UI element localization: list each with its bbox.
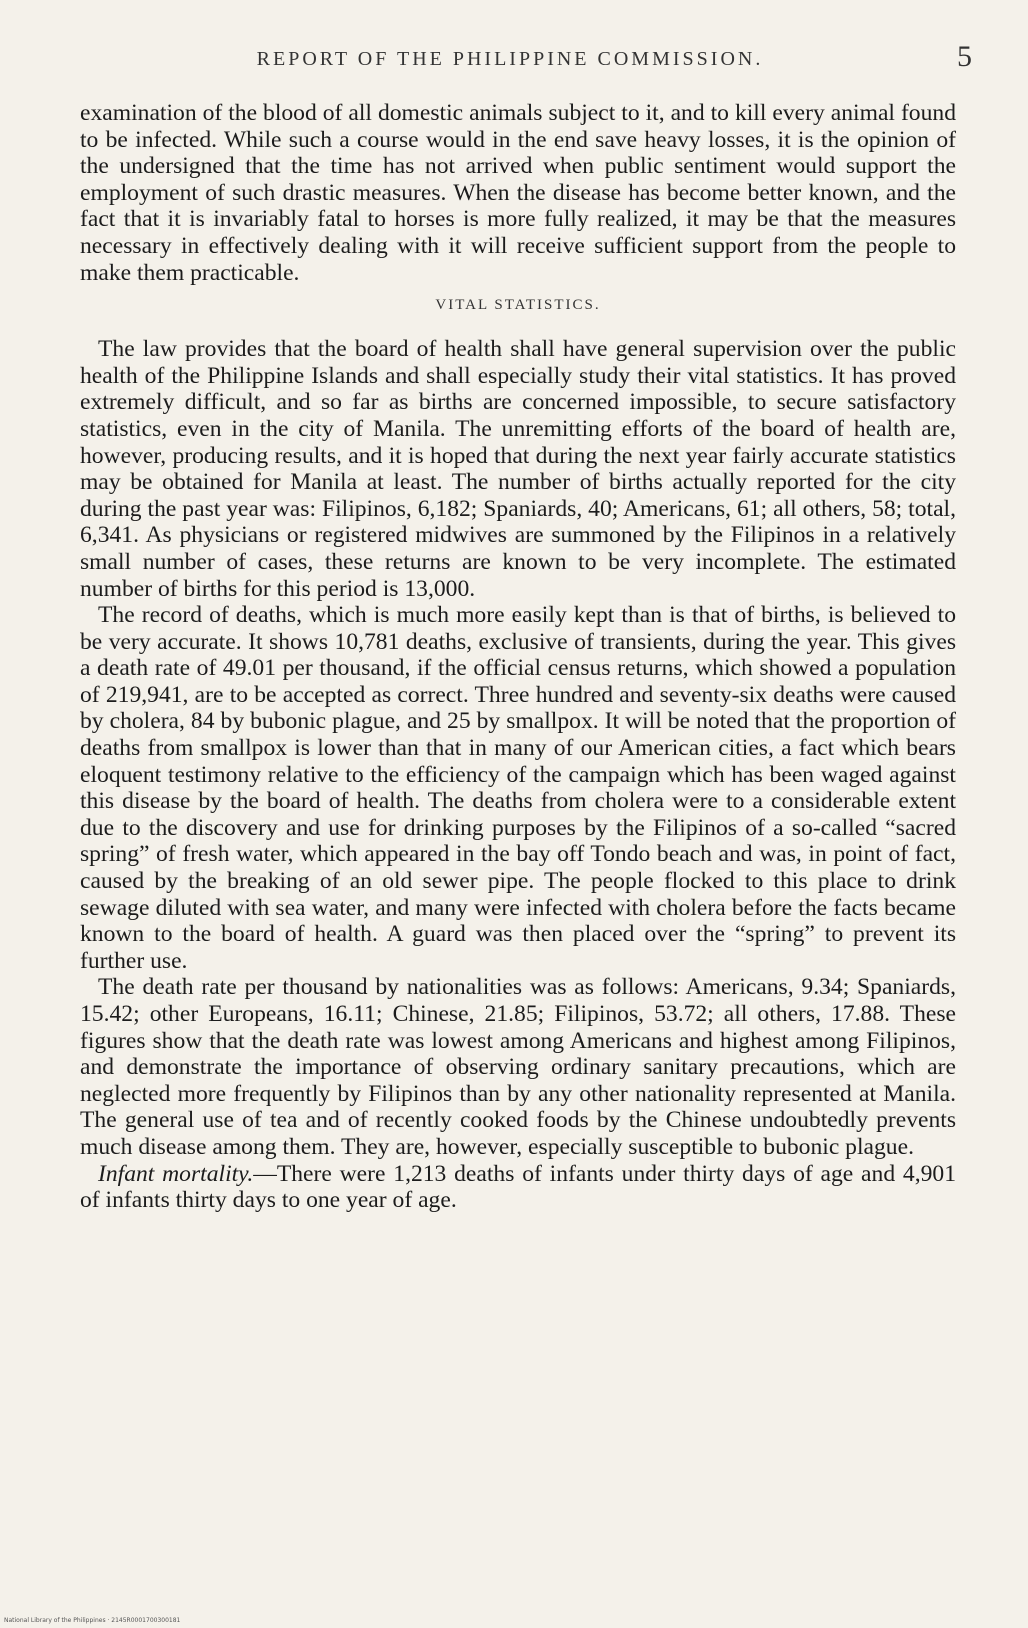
paragraph-deaths: The record of deaths, which is much more easily kept than is that of births, is believed to be very accurate. It shows 10,781 deaths, exclusive of transients, during the year. This gives a death rate of 49.01 per thousand, if the official census returns, which showed a population of 219,941, are to be accepted as correct. Three hundred and seventy-six deaths were caused by cholera, 84 by bubonic plague, and 25 by smallpox. It will be noted that the proportion of deaths from smallpox is lower than that in many of our American cities, a fact which bears eloquent testimony relative to the efficiency of the campaign which has been waged against this disease by the board of health. The deaths from cholera were to a considerable extent due to the discovery and use for drinking purposes by the Filipinos of a so-called “sacred spring” of fresh water, which appeared in the bay off Tondo beach and was, in point of fact, caused by the breaking of an old sewer pipe. The people flocked to this place to drink sewage diluted with sea water, and many were infected with cholera before the facts became known to the board of health. A guard was then placed over the “spring” to prevent its further use. xyxy=(80,602,956,974)
paragraph-births: The law provides that the board of health shall have general supervision over the public health of the Philippine Islands and shall especially study their vital statistics. It has proved extremely difficult, and so far as births are concerned impossible, to secure satisfactory statistics, even in the city of Manila. The unremitting efforts of the board of health are, however, producing results, and it is hoped that during the next year fairly accurate statistics may be obtained for Manila at least. The number of births actually reported for the city during the past year was: Filipinos, 6,182; Spaniards, 40; Americans, 61; all others, 58; total, 6,341. As physicians or registered midwives are summoned by the Filipinos in a relatively small number of cases, these returns are known to be very incomplete. The estimated number of births for this period is 13,000. xyxy=(80,336,956,602)
run-in-heading: Infant mortality. xyxy=(98,1160,254,1187)
body-text xyxy=(80,100,956,1214)
scan-credit: National Library of the Philippines · 2145R0001700300181 xyxy=(4,1617,181,1624)
page-number: 5 xyxy=(957,40,972,73)
paragraph-infant-mortality xyxy=(80,1161,956,1214)
paragraph-death-rate-nationalities: The death rate per thousand by nationalities was as follows: Americans, 9.34; Spaniards, 15.42; other Europeans, 16.11; Chinese, 21.85; Filipinos, 53.72; all others, 17.88. These figures show that the death rate was lowest among Americans and highest among Filipinos, and demonstrate the importance of observing ordinary sanitary precautions, which are neglected more frequently by Filipinos than by any other nationality represented at Manila. The general use of tea and of recently cooked foods by the Chinese undoubtedly prevents much disease among them. They are, however, especially susceptible to bubonic plague. xyxy=(80,974,956,1160)
infant-mortality-text: —There were 1,213 deaths of infants under thirty days of age and 4,901 of infants thirty days to one year of age. xyxy=(80,1160,956,1214)
paragraph-continued: examination of the blood of all domestic animals subject to it, and to kill every animal found to be infected. While such a course would in the end save heavy losses, it is the opinion of the undersigned that the time has not arrived when public sentiment would support the employment of such drastic measures. When the disease has become better known, and the fact that it is invariably fatal to horses is more fully realized, it may be that the measures necessary in effectively dealing with it will receive sufficient support from the people to make them practicable. xyxy=(80,100,956,286)
running-head: REPORT OF THE PHILIPPINE COMMISSION. xyxy=(256,48,764,70)
section-heading: VITAL STATISTICS. xyxy=(435,297,601,314)
